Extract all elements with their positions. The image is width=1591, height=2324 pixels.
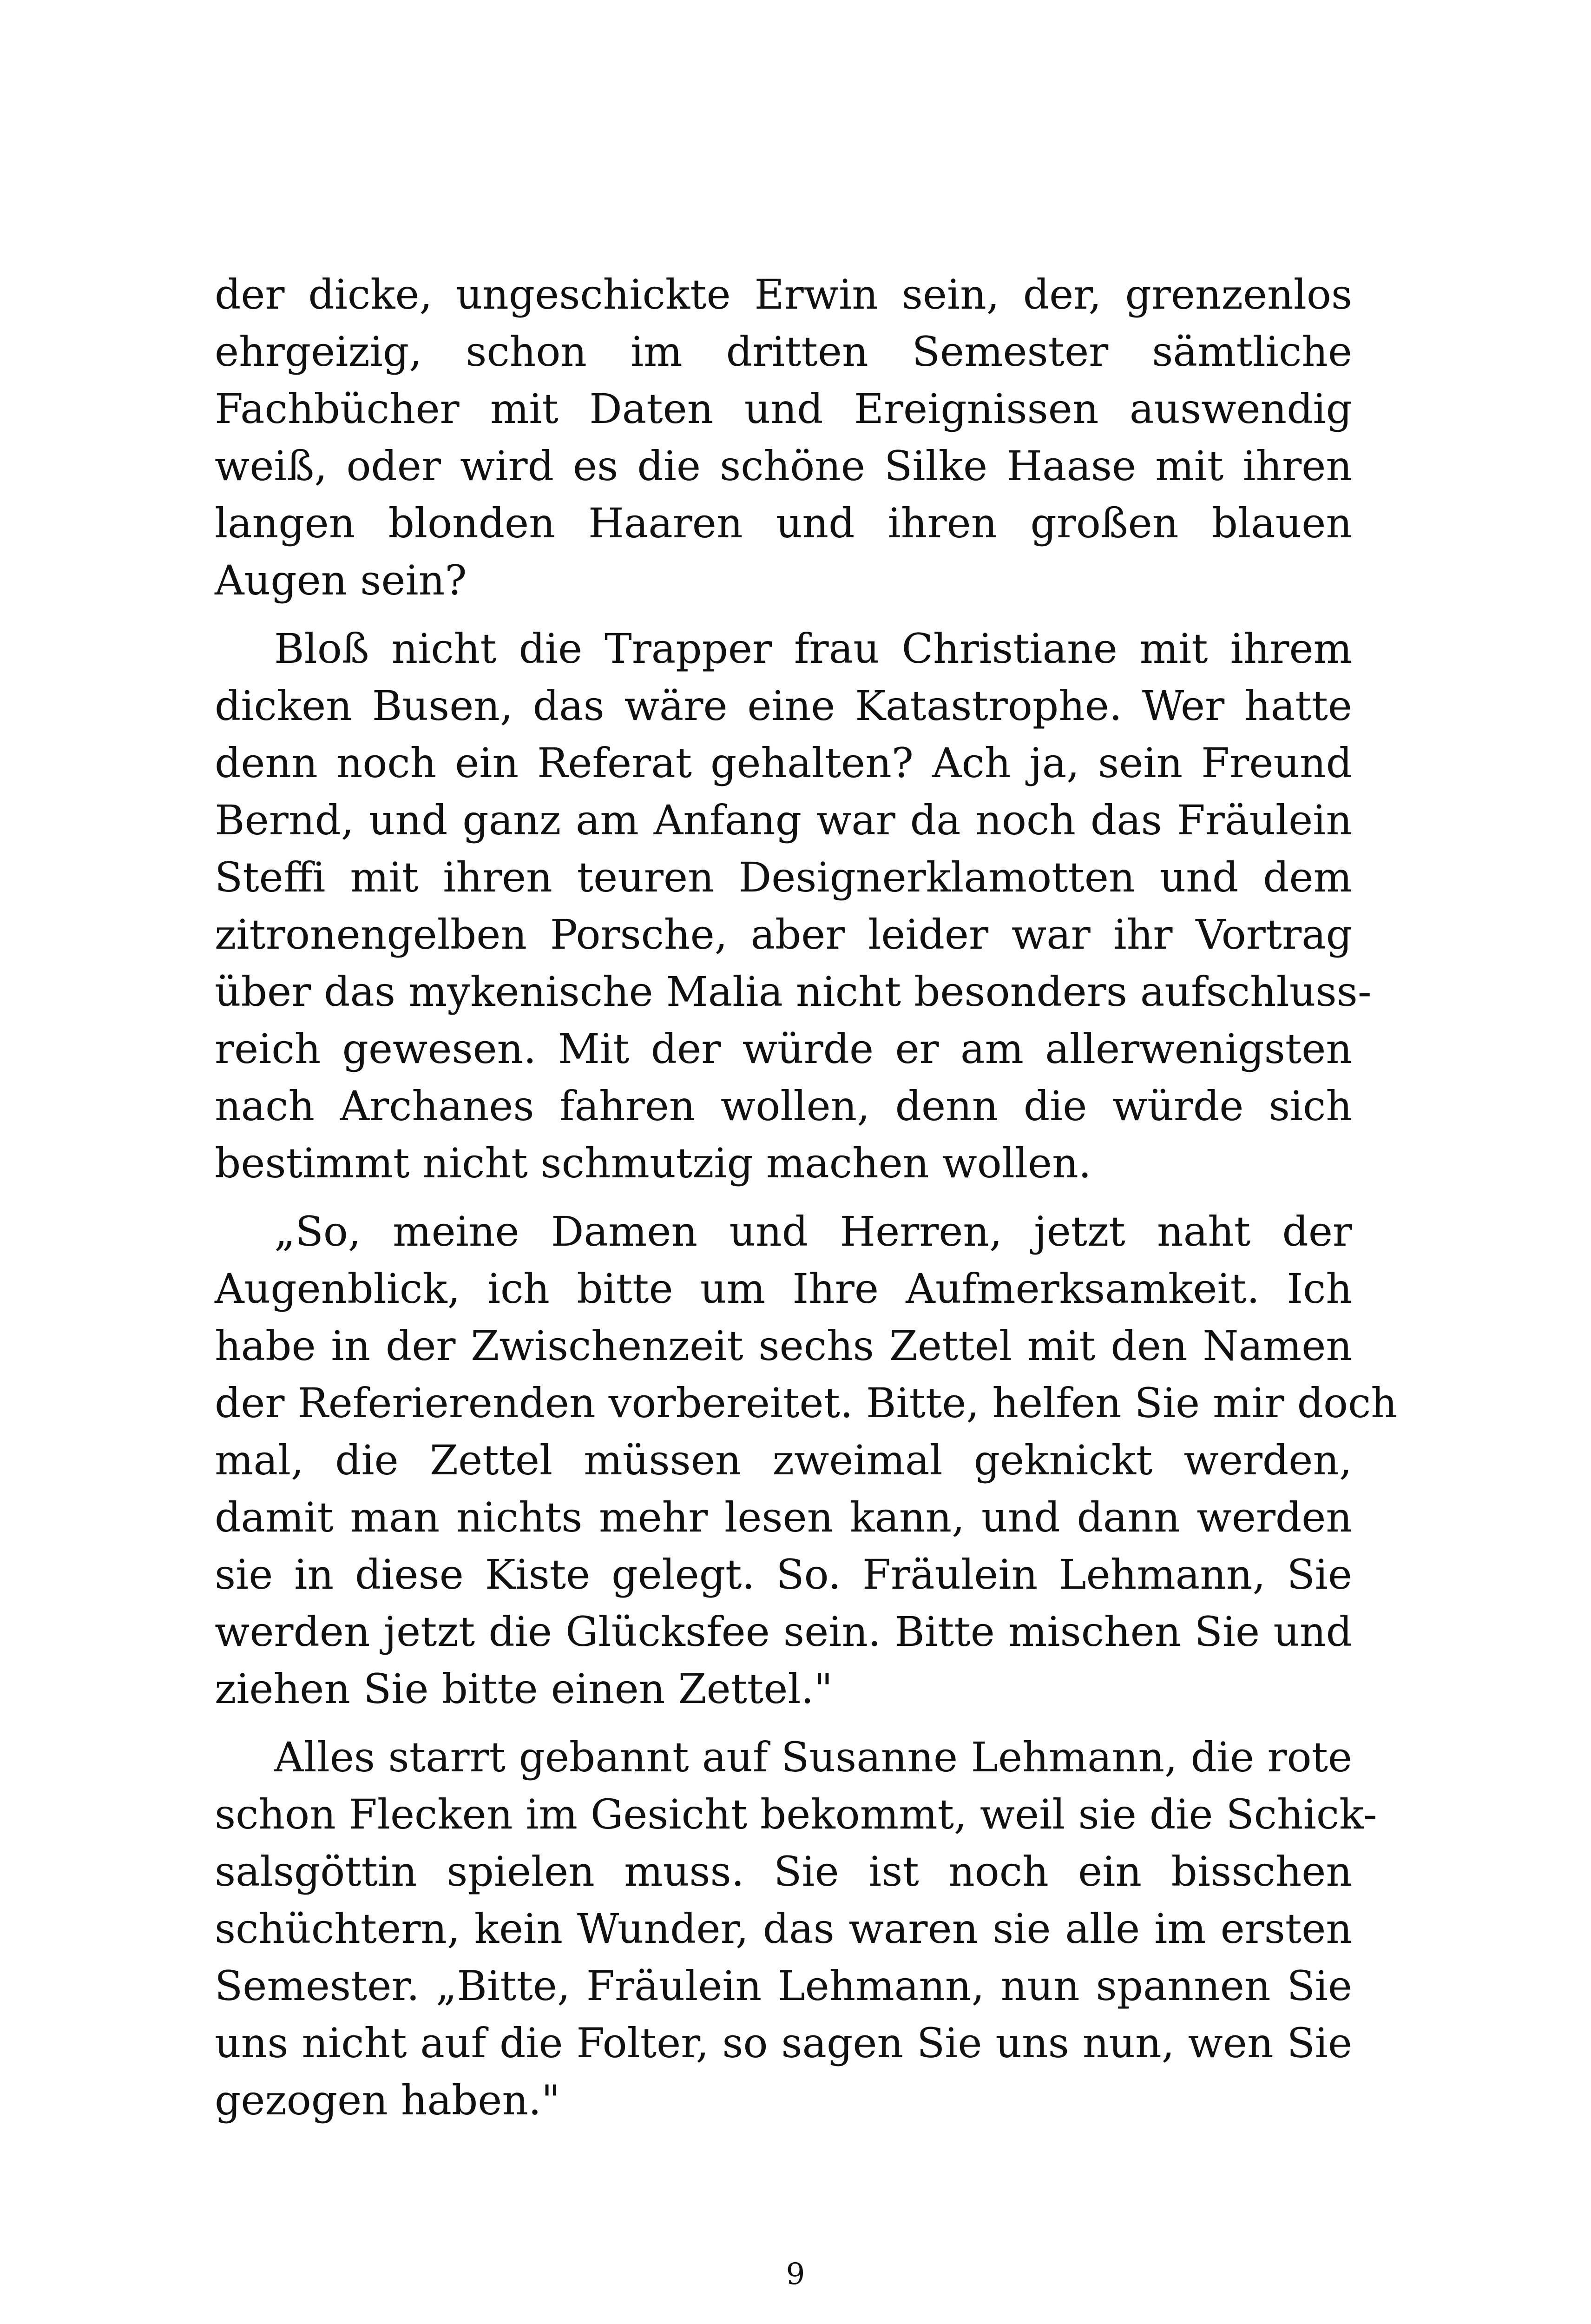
text-line: mal, die Zettel müssen zweimal geknickt werden, [215,1436,1352,1484]
text-line: Augen sein? [215,556,467,604]
text-line: habe in der Zwischenzeit sechs Zettel mit den Namen [215,1322,1352,1370]
text-line: nach Archanes fahren wollen, denn die würde sich [215,1082,1352,1130]
text-line: ziehen Sie bitte einen Zettel." [215,1665,833,1713]
text-line: „So, meine Damen und Herren, jetzt naht der [274,1208,1352,1255]
text-line: über das mykenische Malia nicht besonders aufschluss- [215,968,1372,1016]
paragraph-2 [215,620,1372,1192]
paragraph-3 [215,1203,1397,1717]
text-line: Bernd, und ganz am Anfang war da noch das Fräulein [215,796,1352,844]
text-line: der Referierenden vorbereitet. Bitte, helfen Sie mir doch [215,1379,1397,1427]
text-line: salsgöttin spielen muss. Sie ist noch ein bisschen [215,1848,1352,1895]
text-line: Alles starrt gebannt auf Susanne Lehmann, die rote [274,1733,1352,1781]
text-line: schüchtern, kein Wunder, das waren sie alle im ersten [215,1905,1352,1953]
paragraph-1 [215,266,1352,609]
text-line: Fachbücher mit Daten und Ereignissen auswendig [215,385,1352,433]
text-line: Semester. „Bitte, Fräulein Lehmann, nun spannen Sie [215,1962,1352,2010]
text-line: werden jetzt die Glücksfee sein. Bitte mischen Sie und [215,1608,1352,1656]
paragraph-4 [215,1729,1377,2129]
text-line: Augenblick, ich bitte um Ihre Aufmerksamkeit. Ich [215,1265,1352,1313]
text-line: weiß, oder wird es die schöne Silke Haase mit ihren [215,442,1352,490]
page-number: 9 [786,2257,805,2291]
text-line: ehrgeizig, schon im dritten Semester sämtliche [215,328,1352,376]
body-text [215,266,1397,2140]
text-line: denn noch ein Referat gehalten? Ach ja, sein Freund [215,739,1352,787]
text-line: sie in diese Kiste gelegt. So. Fräulein Lehmann, Sie [215,1551,1352,1598]
text-line: dicken Busen, das wäre eine Katastrophe. Wer hatte [215,682,1352,730]
text-line: der dicke, ungeschickte Erwin sein, der, grenzenlos [215,271,1352,318]
text-line: damit man nichts mehr lesen kann, und dann werden [215,1493,1352,1541]
text-line: schon Flecken im Gesicht bekommt, weil sie die Schick- [215,1790,1377,1838]
text-line: gezogen haben." [215,2076,560,2124]
text-line: Steffi mit ihren teuren Designerklamotten und dem [215,853,1352,901]
text-line: zitronengelben Porsche, aber leider war ihr Vortrag [215,911,1352,958]
text-line: bestimmt nicht schmutzig machen wollen. [215,1139,1091,1187]
text-line: reich gewesen. Mit der würde er am allerwenigsten [215,1025,1352,1073]
text-line: Bloß nicht die Trapper frau Christiane mit ihrem [274,625,1352,673]
text-line: uns nicht auf die Folter, so sagen Sie uns nun, wen Sie [215,2019,1352,2067]
text-line: langen blonden Haaren und ihren großen blauen [215,499,1352,547]
